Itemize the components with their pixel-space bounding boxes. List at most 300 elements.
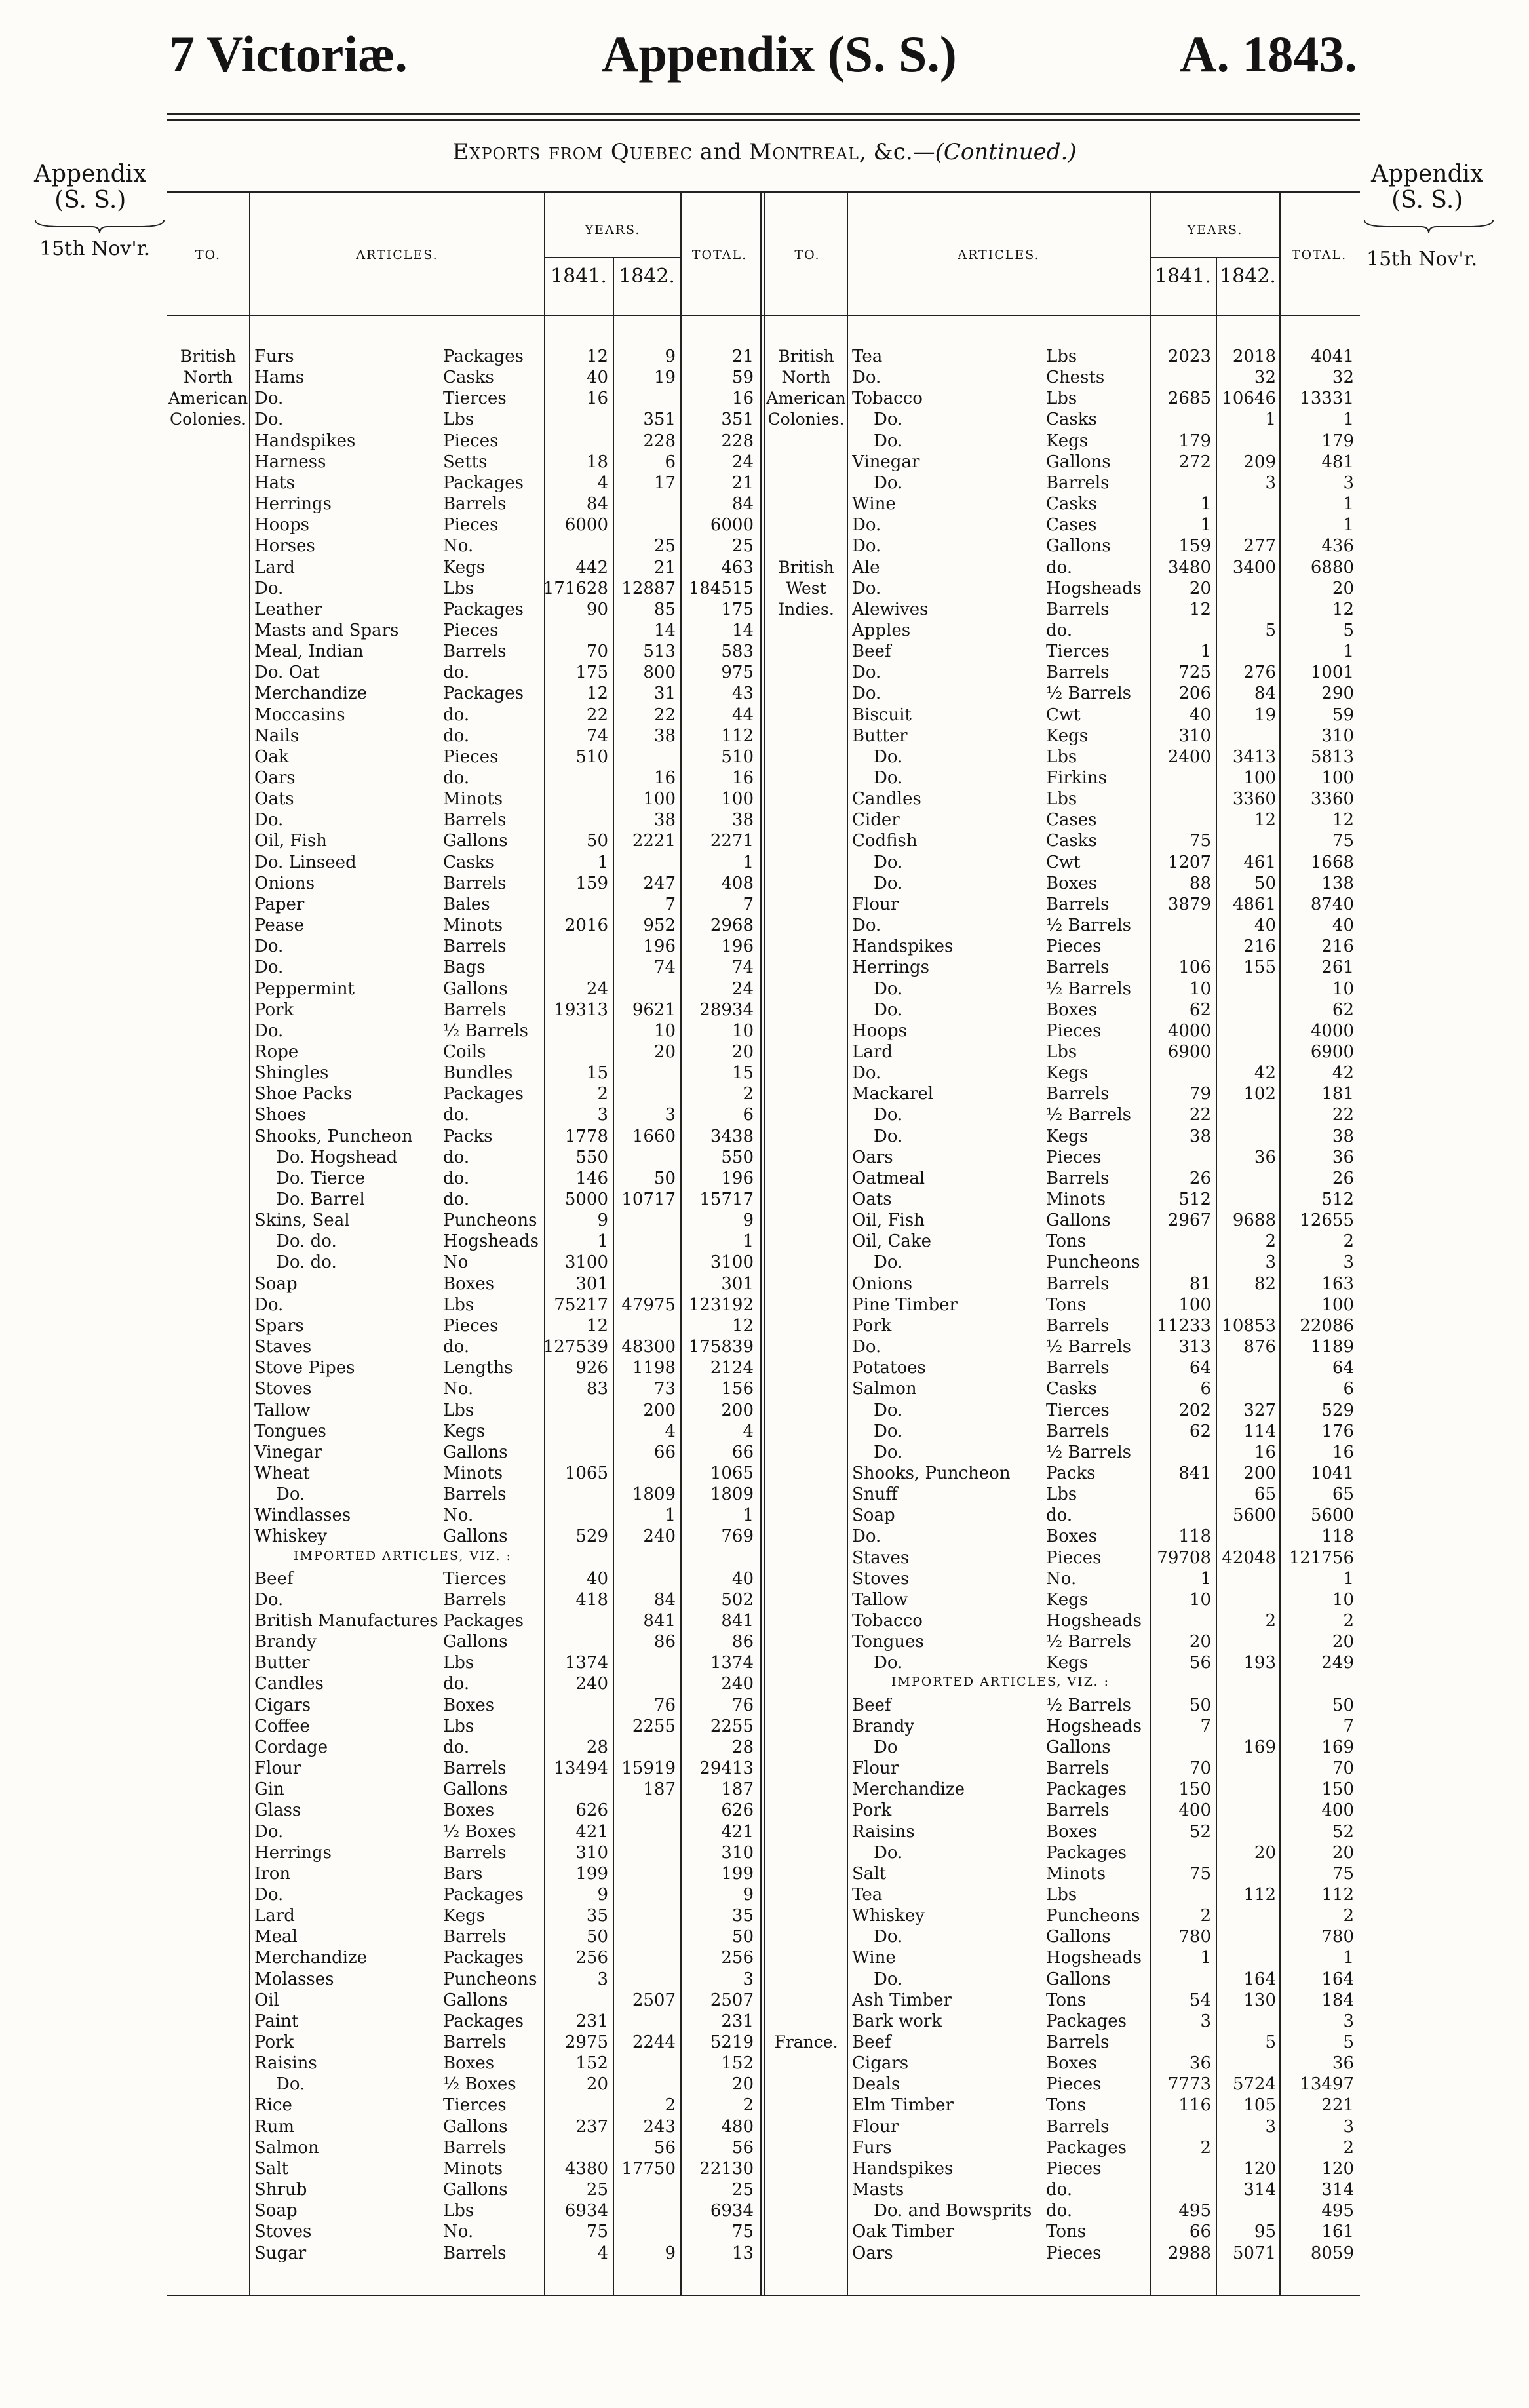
total-cell: 25 bbox=[731, 2180, 754, 2200]
value-1841-cell: 11233 bbox=[1157, 1315, 1211, 1336]
value-1841-cell: 20 bbox=[1189, 1632, 1211, 1652]
value-1841-cell: 16 bbox=[586, 389, 608, 409]
total-cell: 841 bbox=[721, 1611, 754, 1631]
article-cell: Tongues bbox=[254, 1421, 326, 1441]
value-1841-cell: 6 bbox=[1200, 1379, 1211, 1399]
article-cell: Do. bbox=[852, 1400, 903, 1420]
table-row bbox=[0, 1652, 1529, 1673]
unit-cell: No. bbox=[1046, 1568, 1077, 1589]
total-cell: 44 bbox=[731, 705, 754, 725]
article-cell: Do. Oat bbox=[254, 663, 320, 683]
unit-cell: Gallons bbox=[1046, 1737, 1111, 1757]
article-cell: Do. bbox=[852, 1842, 903, 1863]
article-cell: Oil, Fish bbox=[254, 831, 327, 851]
total-cell: 120 bbox=[1321, 2158, 1354, 2179]
unit-cell: Gallons bbox=[443, 1442, 508, 1462]
value-1841-cell: 199 bbox=[575, 1863, 608, 1884]
unit-cell: Packages bbox=[443, 1084, 524, 1104]
table-row bbox=[0, 1821, 1529, 1842]
table-row bbox=[0, 2032, 1529, 2053]
article-cell: Do. bbox=[852, 1063, 881, 1083]
table-row bbox=[0, 1990, 1529, 2011]
value-1841-cell: 36 bbox=[1189, 2053, 1211, 2074]
article-cell: Herrings bbox=[254, 494, 332, 515]
table-row bbox=[0, 2243, 1529, 2264]
destination-label: Indies. bbox=[778, 599, 834, 619]
unit-cell: Tons bbox=[1046, 1294, 1087, 1315]
article-cell: Harness bbox=[254, 452, 326, 472]
table-row bbox=[0, 1863, 1529, 1884]
total-cell: 100 bbox=[1321, 768, 1354, 788]
unit-cell: Gallons bbox=[1046, 1927, 1111, 1947]
total-cell: 5 bbox=[1343, 2032, 1354, 2052]
value-1841-cell: 116 bbox=[1178, 2095, 1211, 2116]
table-rule-head bbox=[167, 315, 1360, 316]
destination-label: British bbox=[778, 557, 834, 577]
value-1841-cell: 926 bbox=[575, 1358, 608, 1378]
total-cell: 121756 bbox=[1288, 1547, 1354, 1568]
table-row bbox=[0, 1589, 1529, 1610]
total-cell: 50 bbox=[731, 1927, 754, 1947]
unit-cell: Tierces bbox=[443, 389, 507, 409]
total-cell: 1 bbox=[1343, 515, 1354, 535]
unit-cell: Puncheons bbox=[1046, 1906, 1140, 1926]
value-1842-cell: 314 bbox=[1243, 2180, 1276, 2200]
article-cell: Oil, Cake bbox=[852, 1232, 932, 1252]
unit-cell: Lbs bbox=[1046, 1041, 1077, 1062]
table-row bbox=[0, 2095, 1529, 2116]
value-1841-cell: 1 bbox=[1200, 1568, 1211, 1589]
article-cell: Beef bbox=[254, 1568, 294, 1589]
total-cell: 22086 bbox=[1300, 1315, 1354, 1336]
total-cell: 16 bbox=[1332, 1442, 1354, 1462]
unit-cell: Pieces bbox=[1046, 937, 1102, 957]
total-cell: 32 bbox=[1332, 368, 1354, 388]
col-header-total-left: TOTAL. bbox=[691, 248, 748, 262]
unit-cell: Barrels bbox=[443, 1758, 507, 1779]
unit-cell: Boxes bbox=[1046, 2053, 1098, 2074]
total-cell: 100 bbox=[1321, 1294, 1354, 1315]
value-1841-cell: 1 bbox=[1200, 515, 1211, 535]
value-1841-cell: 1 bbox=[1200, 494, 1211, 515]
table-row bbox=[0, 747, 1529, 767]
value-1842-cell: 461 bbox=[1243, 852, 1276, 872]
table-row bbox=[0, 726, 1529, 747]
article-cell: Do. Hogshead bbox=[254, 1147, 398, 1167]
article-cell: Shingles bbox=[254, 1063, 329, 1083]
col-header-years-right: YEARS. bbox=[1187, 223, 1243, 237]
unit-cell: Gallons bbox=[443, 1779, 508, 1800]
article-cell: Salt bbox=[852, 1863, 887, 1884]
value-1842-cell: 513 bbox=[643, 642, 676, 662]
table-row bbox=[0, 936, 1529, 957]
value-1841-cell: 127539 bbox=[543, 1337, 608, 1357]
value-1841-cell: 90 bbox=[586, 599, 608, 619]
table-row bbox=[0, 873, 1529, 894]
total-cell: 184 bbox=[1321, 1990, 1354, 2010]
table-row bbox=[0, 1168, 1529, 1189]
unit-cell: Pieces bbox=[443, 747, 499, 767]
unit-cell: Bales bbox=[443, 894, 490, 914]
table-row bbox=[0, 1315, 1529, 1336]
unit-cell: Lbs bbox=[1046, 1884, 1077, 1905]
total-cell: 38 bbox=[1332, 1126, 1354, 1146]
table-row bbox=[0, 1905, 1529, 1926]
total-cell: 22130 bbox=[699, 2158, 754, 2179]
value-1842-cell: 105 bbox=[1243, 2095, 1276, 2116]
unit-cell: ½ Barrels bbox=[1046, 1442, 1131, 1462]
value-1842-cell: 48300 bbox=[621, 1337, 676, 1357]
total-cell: 249 bbox=[1321, 1653, 1354, 1673]
article-cell: Rice bbox=[254, 2095, 292, 2116]
unit-cell: Packages bbox=[443, 347, 524, 366]
unit-cell: Casks bbox=[1046, 494, 1097, 515]
article-cell: Alewives bbox=[852, 599, 929, 619]
value-1842-cell: 155 bbox=[1243, 958, 1276, 978]
article-cell: Tea bbox=[852, 347, 883, 366]
unit-cell: Bundles bbox=[443, 1063, 513, 1083]
value-1842-cell: 17 bbox=[653, 473, 676, 493]
value-1842-cell: 240 bbox=[643, 1526, 676, 1547]
total-cell: 3 bbox=[1343, 473, 1354, 493]
unit-cell: ½ Barrels bbox=[443, 1020, 528, 1041]
total-cell: 28 bbox=[731, 1737, 754, 1757]
value-1841-cell: 4 bbox=[597, 2243, 608, 2263]
unit-cell: Barrels bbox=[1046, 2116, 1110, 2137]
total-cell: 480 bbox=[721, 2116, 754, 2137]
table-row bbox=[0, 1779, 1529, 1800]
value-1842-cell: 3360 bbox=[1232, 789, 1276, 809]
unit-cell: do. bbox=[443, 1105, 470, 1125]
value-1841-cell: 841 bbox=[1178, 1463, 1211, 1483]
total-cell: 38 bbox=[731, 810, 754, 830]
total-cell: 5813 bbox=[1310, 747, 1354, 767]
value-1841-cell: 10 bbox=[1189, 979, 1211, 999]
value-1841-cell: 75 bbox=[586, 2222, 608, 2242]
unit-cell: Gallons bbox=[443, 831, 508, 851]
unit-cell: Boxes bbox=[443, 1695, 495, 1715]
value-1842-cell: 2244 bbox=[632, 2032, 676, 2052]
article-cell: Ale bbox=[852, 557, 880, 577]
value-1842-cell: 40 bbox=[1254, 916, 1276, 936]
unit-cell: Packs bbox=[1046, 1463, 1096, 1483]
table-row bbox=[0, 346, 1529, 367]
total-cell: 10 bbox=[1332, 979, 1354, 999]
total-cell: 3 bbox=[1343, 2011, 1354, 2031]
value-1842-cell: 247 bbox=[643, 873, 676, 893]
article-cell: Elm Timber bbox=[852, 2095, 954, 2116]
article-cell: Shoes bbox=[254, 1105, 306, 1125]
total-cell: 1374 bbox=[710, 1653, 754, 1673]
unit-cell: do. bbox=[1046, 557, 1073, 577]
value-1841-cell: 79708 bbox=[1157, 1547, 1211, 1568]
value-1842-cell: 76 bbox=[653, 1695, 676, 1715]
unit-cell: Cases bbox=[1046, 515, 1097, 535]
brace-icon-left bbox=[34, 219, 165, 235]
article-cell: Butter bbox=[254, 1653, 310, 1673]
article-cell: Pork bbox=[254, 2032, 294, 2052]
article-cell: Do. bbox=[254, 1589, 284, 1610]
value-1842-cell: 36 bbox=[1254, 1147, 1276, 1167]
value-1841-cell: 100 bbox=[1178, 1294, 1211, 1315]
article-cell: Oats bbox=[852, 1190, 892, 1209]
total-cell: 184515 bbox=[688, 578, 754, 598]
article-cell: Beef bbox=[852, 1695, 891, 1715]
value-1842-cell: 2 bbox=[1265, 1232, 1276, 1252]
col-header-1841-right: 1841. bbox=[1155, 265, 1211, 288]
value-1841-cell: 2988 bbox=[1167, 2243, 1211, 2263]
total-cell: 75 bbox=[1332, 831, 1354, 851]
value-1841-cell: 256 bbox=[575, 1948, 608, 1968]
value-1841-cell: 79 bbox=[1189, 1084, 1211, 1104]
unit-cell: Lbs bbox=[1046, 389, 1077, 409]
article-cell: Nails bbox=[254, 726, 300, 746]
unit-cell: Tierces bbox=[443, 2095, 507, 2116]
total-cell: 626 bbox=[721, 1800, 754, 1821]
unit-cell: Kegs bbox=[1046, 1589, 1089, 1610]
destination-label: North bbox=[183, 368, 233, 387]
value-1842-cell: 1660 bbox=[632, 1126, 676, 1146]
total-cell: 26 bbox=[1332, 1168, 1354, 1188]
total-cell: 176 bbox=[1321, 1421, 1354, 1441]
table-row bbox=[0, 2116, 1529, 2137]
table-row bbox=[0, 2074, 1529, 2095]
value-1841-cell: 529 bbox=[575, 1526, 608, 1547]
total-cell: 16 bbox=[731, 389, 754, 409]
value-1842-cell: 277 bbox=[1243, 536, 1276, 556]
total-cell: 3360 bbox=[1310, 789, 1354, 809]
unit-cell: do. bbox=[443, 1674, 470, 1694]
value-1842-cell: 5600 bbox=[1232, 1505, 1276, 1526]
table-row bbox=[0, 1357, 1529, 1378]
article-cell: Soap bbox=[254, 1273, 298, 1294]
article-cell: Meal bbox=[254, 1927, 298, 1947]
unit-cell: Bags bbox=[443, 958, 486, 978]
article-cell: Shrub bbox=[254, 2180, 307, 2200]
value-1842-cell: 16 bbox=[653, 768, 676, 788]
article-cell: Stoves bbox=[254, 2222, 312, 2242]
article-cell: Lard bbox=[254, 557, 295, 577]
col-header-total-right: TOTAL. bbox=[1291, 248, 1347, 262]
total-cell: 20 bbox=[1332, 1632, 1354, 1652]
value-1841-cell: 550 bbox=[575, 1147, 608, 1167]
article-cell: Shoe Packs bbox=[254, 1084, 353, 1104]
table-row bbox=[0, 1378, 1529, 1399]
total-cell: 8059 bbox=[1310, 2243, 1354, 2263]
value-1842-cell: 164 bbox=[1243, 1969, 1276, 1989]
total-cell: 59 bbox=[731, 368, 754, 388]
value-1841-cell: 22 bbox=[586, 705, 608, 725]
value-1842-cell: 38 bbox=[653, 726, 676, 746]
total-cell: 40 bbox=[1332, 916, 1354, 936]
article-cell: Molasses bbox=[254, 1969, 334, 1989]
value-1841-cell: 146 bbox=[575, 1168, 608, 1188]
total-cell: 40 bbox=[731, 1568, 754, 1589]
article-cell: Stoves bbox=[852, 1568, 910, 1589]
total-cell: 175 bbox=[721, 599, 754, 619]
unit-cell: do. bbox=[443, 726, 470, 746]
value-1841-cell: 310 bbox=[575, 1842, 608, 1863]
total-cell: 75 bbox=[731, 2222, 754, 2242]
table-row bbox=[0, 1610, 1529, 1631]
unit-cell: Tierces bbox=[1046, 642, 1110, 662]
value-1842-cell: 876 bbox=[1243, 1337, 1276, 1357]
value-1842-cell: 3400 bbox=[1232, 557, 1276, 577]
value-1841-cell: 15 bbox=[586, 1063, 608, 1083]
total-cell: 52 bbox=[1332, 1821, 1354, 1842]
article-cell: Do. do. bbox=[254, 1253, 337, 1273]
total-cell: 56 bbox=[731, 2137, 754, 2158]
article-cell: Do. bbox=[254, 1020, 284, 1041]
unit-cell: Lbs bbox=[443, 578, 474, 598]
value-1841-cell: 25 bbox=[586, 2180, 608, 2200]
article-cell: Whiskey bbox=[852, 1906, 925, 1926]
table-row bbox=[0, 1758, 1529, 1779]
total-cell: 199 bbox=[721, 1863, 754, 1884]
value-1841-cell: 12 bbox=[586, 1315, 608, 1336]
value-1842-cell: 2507 bbox=[632, 1990, 676, 2010]
total-cell: 36 bbox=[1332, 1147, 1354, 1167]
unit-cell: No. bbox=[443, 1379, 474, 1399]
unit-cell: Pieces bbox=[1046, 1547, 1102, 1568]
value-1841-cell: 1207 bbox=[1167, 852, 1211, 872]
value-1841-cell: 6934 bbox=[564, 2201, 608, 2221]
article-cell: Cigars bbox=[852, 2053, 909, 2074]
article-cell: Salmon bbox=[254, 2137, 319, 2158]
article-cell: Do bbox=[852, 1737, 898, 1757]
article-cell: Cider bbox=[852, 810, 900, 830]
total-cell: 12 bbox=[731, 1315, 754, 1336]
value-1841-cell: 74 bbox=[586, 726, 608, 746]
unit-cell: do. bbox=[1046, 620, 1073, 640]
total-cell: 42 bbox=[1332, 1063, 1354, 1083]
unit-cell: Casks bbox=[1046, 1379, 1097, 1399]
article-cell: Oars bbox=[852, 2243, 893, 2263]
table-row bbox=[0, 915, 1529, 936]
unit-cell: Hogsheads bbox=[1046, 1716, 1142, 1736]
total-cell: 1 bbox=[1343, 1948, 1354, 1968]
total-cell: 2 bbox=[743, 2095, 754, 2116]
unit-cell: Packages bbox=[1046, 2011, 1127, 2031]
total-cell: 529 bbox=[1321, 1400, 1354, 1420]
unit-cell: Kegs bbox=[443, 1906, 486, 1926]
article-cell: Oil bbox=[254, 1990, 279, 2010]
total-cell: 3 bbox=[1343, 2116, 1354, 2137]
value-1841-cell: 66 bbox=[1189, 2222, 1211, 2242]
imported-articles-subhead: IMPORTED ARTICLES, VIZ. : bbox=[294, 1548, 512, 1563]
unit-cell: Lbs bbox=[443, 410, 474, 430]
value-1841-cell: 24 bbox=[586, 979, 608, 999]
value-1842-cell: 17750 bbox=[621, 2158, 676, 2179]
unit-cell: Firkins bbox=[1046, 768, 1107, 788]
article-cell: Hams bbox=[254, 368, 305, 388]
article-cell: Pease bbox=[254, 916, 304, 936]
article-cell: Do. bbox=[852, 979, 903, 999]
value-1841-cell: 2400 bbox=[1167, 747, 1211, 767]
total-cell: 187 bbox=[721, 1779, 754, 1800]
side-date-left: 15th Nov'r. bbox=[39, 237, 151, 260]
table-row bbox=[0, 894, 1529, 915]
article-cell: Do. bbox=[852, 1253, 903, 1273]
article-cell: Candles bbox=[852, 789, 921, 809]
total-cell: 20 bbox=[1332, 578, 1354, 598]
total-cell: 6934 bbox=[710, 2201, 754, 2221]
total-cell: 408 bbox=[721, 873, 754, 893]
value-1841-cell: 50 bbox=[586, 831, 608, 851]
value-1841-cell: 4 bbox=[597, 473, 608, 493]
value-1841-cell: 725 bbox=[1178, 663, 1211, 683]
total-cell: 290 bbox=[1321, 684, 1354, 704]
unit-cell: Barrels bbox=[443, 2243, 507, 2263]
value-1842-cell: 243 bbox=[643, 2116, 676, 2137]
total-cell: 20 bbox=[731, 1041, 754, 1062]
total-cell: 4 bbox=[743, 1421, 754, 1441]
total-cell: 175839 bbox=[688, 1337, 754, 1357]
value-1842-cell: 19 bbox=[653, 368, 676, 388]
table-row bbox=[0, 2011, 1529, 2032]
table-row bbox=[0, 557, 1529, 578]
value-1842-cell: 1 bbox=[665, 1505, 676, 1526]
side-note-left: Appendix (S. S.) bbox=[34, 161, 147, 214]
running-head-left: 7 Victoriæ. bbox=[169, 26, 408, 83]
unit-cell: do. bbox=[1046, 2201, 1073, 2221]
total-cell: 66 bbox=[731, 1442, 754, 1462]
unit-cell: Lbs bbox=[1046, 1485, 1077, 1505]
value-1841-cell: 2016 bbox=[564, 916, 608, 936]
col-header-1841-left: 1841. bbox=[551, 265, 607, 288]
unit-cell: Pieces bbox=[443, 431, 499, 451]
total-cell: 6 bbox=[743, 1105, 754, 1125]
article-cell: Tongues bbox=[852, 1632, 924, 1652]
unit-cell: Cases bbox=[1046, 810, 1097, 830]
unit-cell: ½ Boxes bbox=[443, 1821, 516, 1842]
unit-cell: Tierces bbox=[1046, 1400, 1110, 1420]
value-1841-cell: 510 bbox=[575, 747, 608, 767]
unit-cell: Barrels bbox=[443, 873, 507, 893]
value-1842-cell: 2221 bbox=[632, 831, 676, 851]
unit-cell: Kegs bbox=[1046, 1063, 1089, 1083]
article-cell: Do. bbox=[852, 1969, 903, 1989]
value-1841-cell: 159 bbox=[1178, 536, 1211, 556]
unit-cell: Kegs bbox=[1046, 431, 1089, 451]
article-cell: Tea bbox=[852, 1884, 883, 1905]
article-cell: Bark work bbox=[852, 2011, 942, 2031]
unit-cell: Barrels bbox=[1046, 1273, 1110, 1294]
destination-label: Colonies. bbox=[767, 410, 845, 429]
total-cell: 2 bbox=[743, 1084, 754, 1104]
article-cell: Whiskey bbox=[254, 1526, 327, 1547]
value-1841-cell: 26 bbox=[1189, 1168, 1211, 1188]
unit-cell: Barrels bbox=[443, 1485, 507, 1505]
total-cell: 400 bbox=[1321, 1800, 1354, 1821]
unit-cell: ½ Barrels bbox=[1046, 1105, 1131, 1125]
value-1842-cell: 216 bbox=[1243, 937, 1276, 957]
value-1841-cell: 240 bbox=[575, 1674, 608, 1694]
value-1841-cell: 12 bbox=[586, 684, 608, 704]
unit-cell: Pieces bbox=[443, 515, 499, 535]
value-1842-cell: 7 bbox=[665, 894, 676, 914]
value-1842-cell: 5724 bbox=[1232, 2074, 1276, 2095]
article-cell: Do. bbox=[254, 410, 284, 430]
unit-cell: Lbs bbox=[443, 1400, 474, 1420]
value-1842-cell: 187 bbox=[643, 1779, 676, 1800]
table-row bbox=[0, 767, 1529, 788]
unit-cell: Packages bbox=[1046, 1779, 1127, 1800]
table-row bbox=[0, 431, 1529, 452]
value-1842-cell: 100 bbox=[1243, 768, 1276, 788]
total-cell: 20 bbox=[1332, 1842, 1354, 1863]
value-1841-cell: 2967 bbox=[1167, 1211, 1211, 1231]
